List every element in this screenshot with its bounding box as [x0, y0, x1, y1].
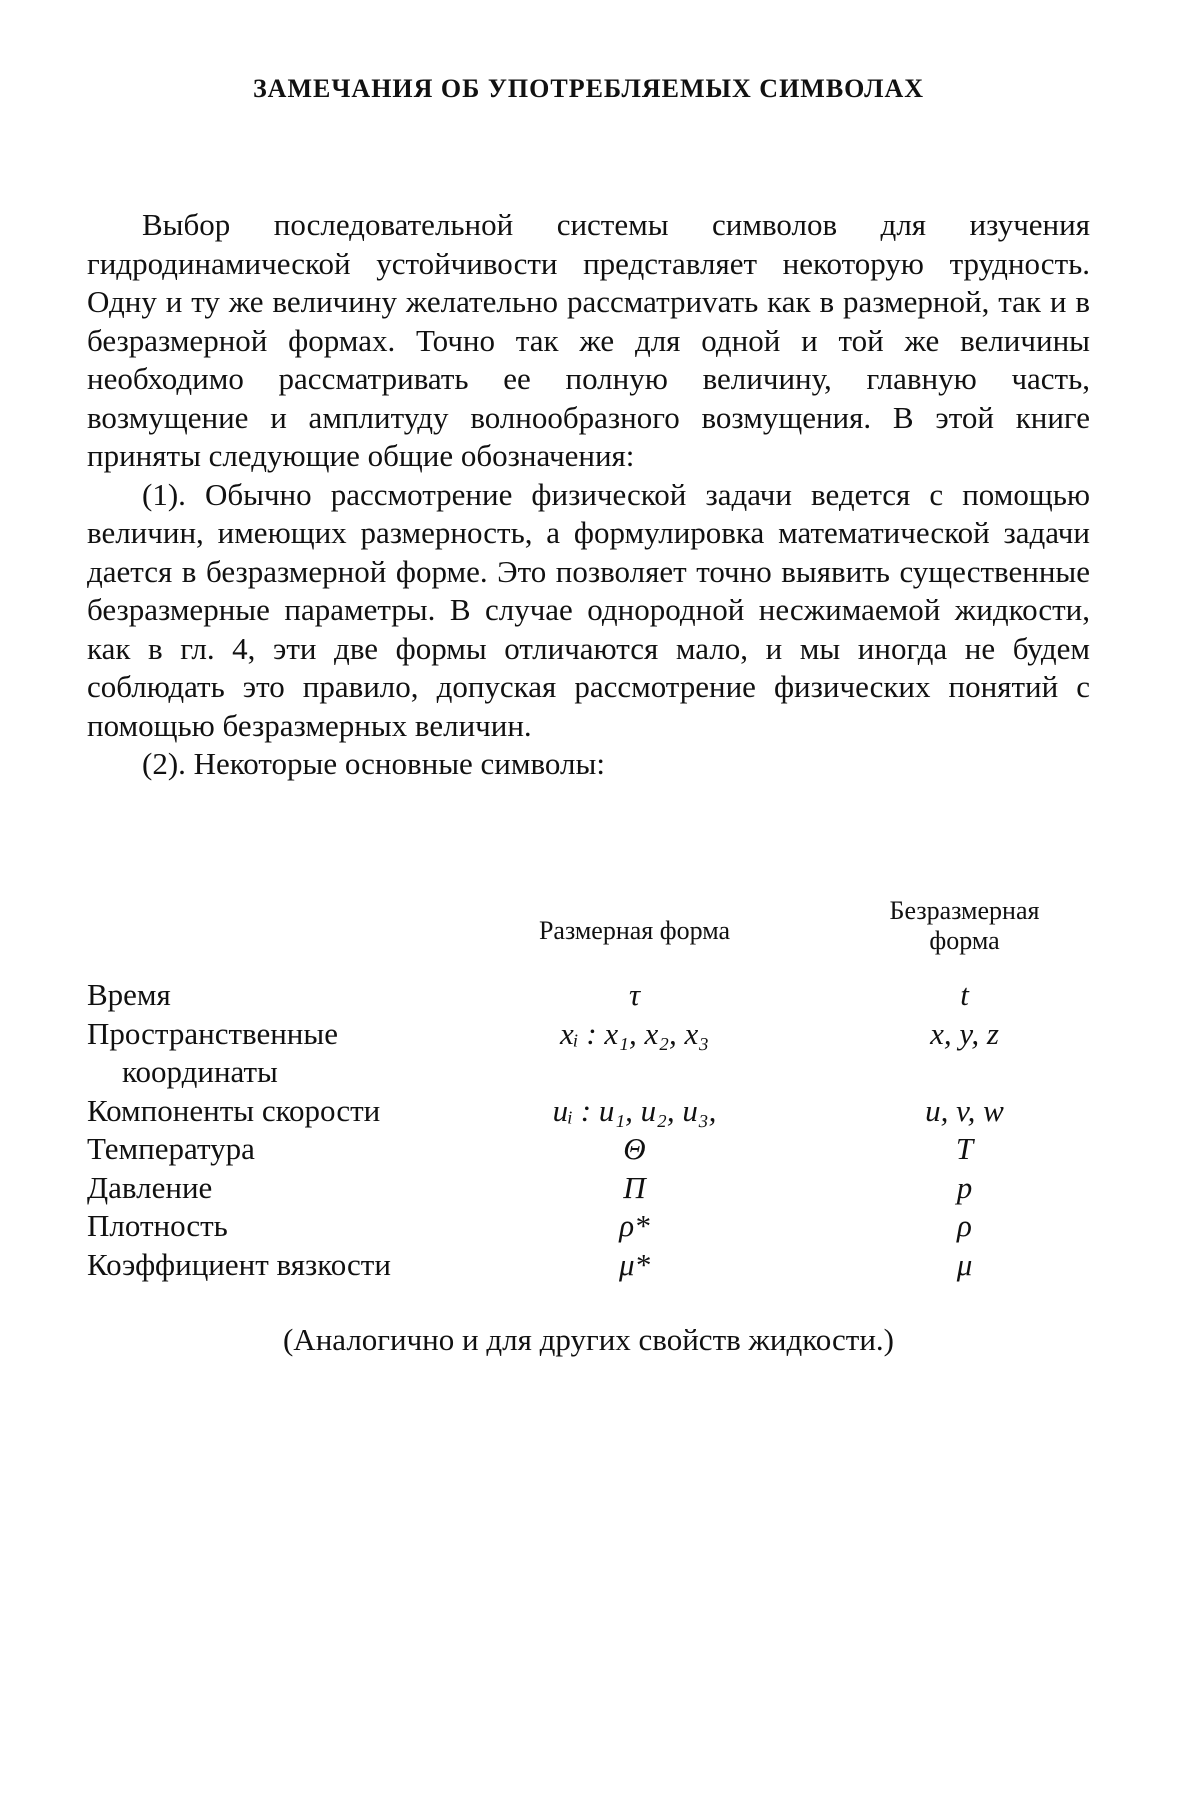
quantity-name: Компоненты скорости	[87, 1092, 381, 1128]
dimensionless-symbol: x, y, z	[930, 1015, 999, 1051]
page-title: ЗАМЕЧАНИЯ ОБ УПОТРЕБЛЯЕМЫХ СИМВОЛАХ	[252, 74, 925, 103]
dimensional-symbol: xᵢ : x₁, x₂, x₃	[559, 1015, 710, 1051]
dimensional-symbol: Θ	[623, 1131, 646, 1166]
table-row	[87, 1169, 1090, 1208]
dimensional-symbol: Π	[623, 1169, 646, 1205]
dimensional-symbol: ρ*	[619, 1208, 650, 1243]
dimensionless-symbol: u, v, w	[925, 1092, 1004, 1128]
dimensionless-symbol: p	[956, 1169, 973, 1205]
header-dimensional: Размерная форма	[538, 916, 731, 945]
quantity-name	[87, 1015, 487, 1092]
dimensionless-symbol: t	[960, 977, 969, 1012]
table-row	[87, 1207, 1090, 1246]
table-row	[87, 976, 1090, 1015]
table-row	[87, 1246, 1090, 1285]
table-row	[87, 1092, 1090, 1131]
quantity-name: Плотность	[87, 1208, 228, 1243]
symbols-table	[87, 896, 1090, 1284]
quantity-name: Температура	[87, 1131, 255, 1166]
table-row	[87, 1130, 1090, 1169]
paragraph-1: (1). Обычно рассмотрение физической задачи ведется с помощью величин, имеющих размерность, а формулировка математической задачи дается в безразмерной форме. Это позволяет точно выявить существенные безразмерные параметры. В случае однородной несжимаемой жидкости, как в гл. 4, эти две формы отличаются мало, и мы иногда не будем соблюдать это правило, допуская рассмотрение физических понятий с помощью безразмерных величин.	[87, 476, 1090, 743]
dimensional-symbol: uᵢ : u₁, u₂, u₃,	[552, 1092, 717, 1128]
dimensionless-symbol: ρ	[957, 1208, 972, 1243]
dimensionless-symbol: T	[955, 1131, 974, 1166]
body-text	[87, 206, 1090, 784]
table-header	[87, 896, 1090, 976]
header-dimensionless-line1: Безразмерная	[889, 896, 1040, 925]
quantity-name: Время	[87, 977, 171, 1012]
dimensionless-symbol: μ	[956, 1246, 973, 1282]
quantity-name-line1: Пространственные	[87, 1015, 338, 1051]
dimensional-symbol: μ*	[618, 1246, 651, 1282]
dimensional-symbol: τ	[628, 977, 641, 1012]
book-page	[87, 0, 1090, 1812]
intro-paragraph: Выбор последовательной системы символов для изучения гидродинамической устойчивости представляет некоторую трудность. Одну и ту же величину желательно рассматриvать как в размерной, так и в безразмерной формах. Точно так же для одной и той же величины необходимо рассматривать ее полную величину, главную часть, возмущение и амплитуду волнообразного возмущения. В этой книге приняты следующие общие обозначения:	[87, 207, 1090, 473]
quantity-name-line2: координаты	[122, 1054, 278, 1089]
footnote: (Аналогично и для других свойств жидкости.)	[282, 1322, 895, 1357]
header-dimensionless-line2: форма	[929, 926, 1000, 955]
quantity-name: Коэффициент вязкости	[87, 1246, 391, 1282]
header-dimensionless	[837, 896, 1092, 956]
quantity-name: Давление	[87, 1169, 213, 1205]
paragraph-2: (2). Некоторые основные символы:	[142, 746, 605, 781]
table-row	[87, 1015, 1090, 1092]
